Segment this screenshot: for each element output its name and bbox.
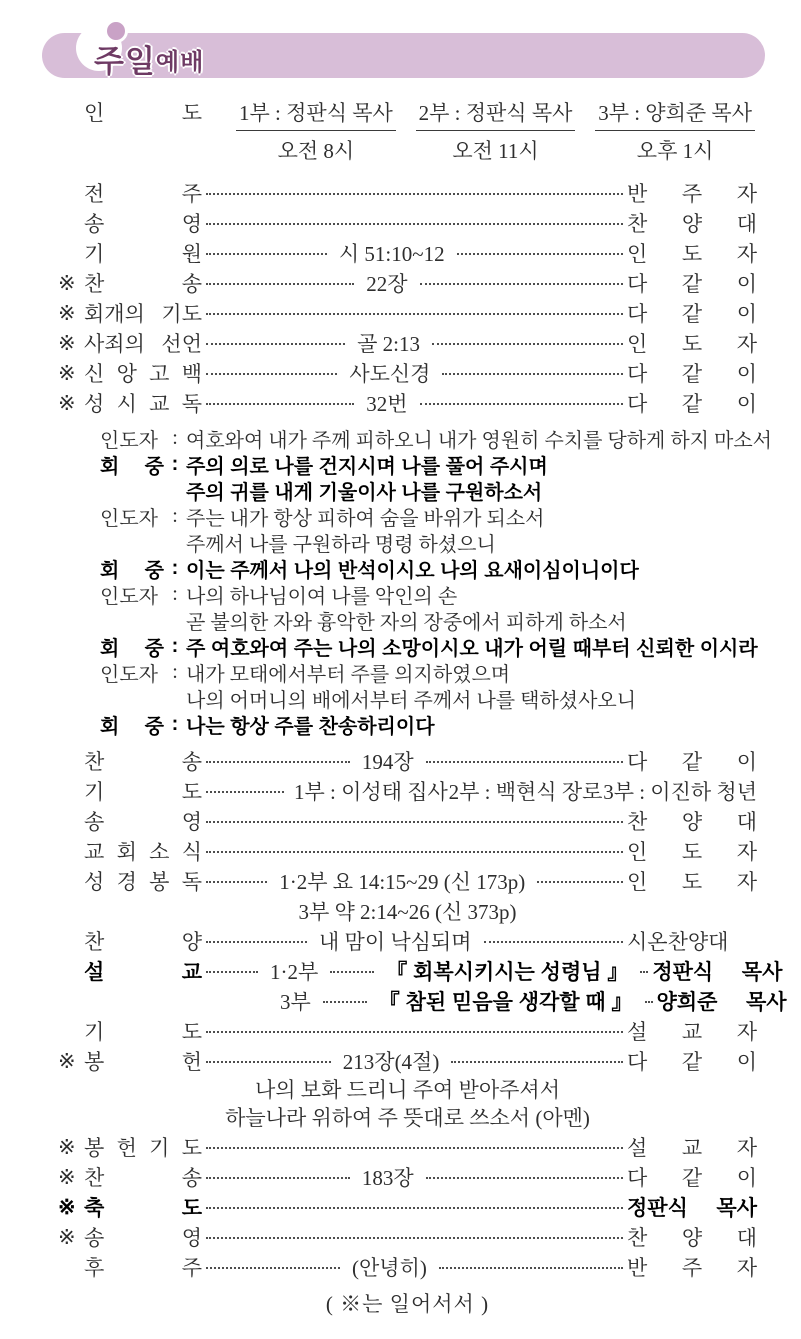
dotted-leader (202, 866, 271, 896)
dotted-leader (641, 986, 657, 1016)
prayer-leader-2: 2부 : 백현식 장로 (448, 780, 603, 804)
reading-text: 나의 하나님이여 나를 악인의 손 (186, 585, 458, 608)
dotted-leader (533, 866, 627, 896)
order-label: 신 앙 고 백 (84, 362, 202, 386)
prayer-leader-1: 1부 : 이성태 집사 (294, 780, 448, 804)
order-label: 성 시 교 독 (84, 392, 202, 416)
order-label: 후 주 (84, 1256, 202, 1280)
order-row-announcements (58, 836, 757, 866)
standing-mark: ※ (58, 270, 76, 295)
order-detail: 32번 (366, 392, 408, 416)
order-performer: 다 같 이 (627, 362, 757, 386)
order-label: 송 영 (84, 810, 202, 834)
dotted-leader (202, 238, 331, 268)
dotted-leader (202, 1252, 344, 1282)
reading-text: 주는 내가 항상 피하여 숨을 바위가 되소서 (186, 507, 545, 530)
order-performer: 반 주 자 (627, 1256, 757, 1280)
reading-line (100, 425, 772, 452)
order-detail: 183장 (361, 1166, 414, 1190)
reading-line (100, 685, 757, 711)
order-detail: 사도신경 (349, 362, 431, 386)
sermon-title-2: 『 참된 믿음을 생각할 때 』 (378, 991, 633, 1014)
reading-colon: : (171, 452, 179, 475)
order-row-hymn3 (58, 1162, 757, 1192)
reading-line (100, 581, 757, 607)
order-row-sermon-1 (58, 956, 783, 986)
reading-speaker: 회 중 (100, 715, 164, 738)
dotted-leader (422, 1162, 627, 1192)
reading-line (100, 633, 757, 659)
reading-speaker: 회 중 (100, 637, 164, 660)
anthem-title: 내 맘이 낙심되며 (319, 930, 472, 954)
service-3-leader: 3부 : 양희준 목사 (595, 97, 755, 131)
reading-line (100, 477, 757, 503)
order-row-offering-prayer (58, 1132, 757, 1162)
order-label: 찬 송 (84, 1166, 202, 1190)
dotted-leader (422, 746, 627, 776)
sermon-part-2: 3부 (280, 990, 311, 1014)
order-performer: 다 같 이 (627, 392, 757, 416)
reading-line (100, 451, 757, 477)
service-2-time: 오전 11시 (452, 139, 539, 163)
reading-line (100, 711, 757, 737)
order-row-prayer (58, 776, 757, 806)
standing-mark: ※ (58, 360, 76, 385)
order-row-hymn (58, 268, 757, 298)
reading-text: 내가 모태에서부터 주를 의지하였으며 (186, 663, 511, 686)
dotted-leader (202, 178, 627, 208)
dotted-leader (202, 956, 262, 986)
reading-colon: : (172, 426, 178, 449)
order-row-scripture (58, 866, 757, 896)
dotted-leader (202, 358, 341, 388)
sermon-preacher-2: 양희준 목사 (656, 991, 787, 1014)
reading-line (100, 503, 757, 529)
order-performer: 인 도 자 (627, 332, 757, 356)
dotted-leader (202, 806, 627, 836)
reading-colon: : (172, 504, 178, 527)
standing-mark: ※ (58, 300, 76, 325)
order-row-invocation (58, 238, 757, 268)
prayer-leader-3: 3부 : 이진하 청년 (603, 780, 757, 804)
service-1-leader: 1부 : 정판식 목사 (236, 97, 396, 131)
reading-speaker: 인도자 (100, 585, 158, 608)
offering-hymn-line-1: 나의 보화 드리니 주여 받아주셔서 (254, 1078, 560, 1102)
dotted-leader (202, 1192, 627, 1222)
order-row-responsive-reading (58, 388, 757, 418)
dotted-leader (480, 926, 627, 956)
order-performer: 설 교 자 (627, 1020, 757, 1044)
reading-line (100, 659, 757, 685)
order-performer: 시온찬양대 (627, 930, 729, 954)
order-row-scripture-cont (58, 896, 757, 926)
order-performer: 정판식 목사 (627, 1197, 757, 1220)
dotted-leader (453, 238, 627, 268)
order-label: 봉 헌 기 도 (84, 1136, 202, 1160)
standing-mark: ※ (58, 330, 76, 355)
order-label: 회개의 기도 (84, 302, 202, 326)
order-row-offering (58, 1046, 757, 1076)
order-performer: 설 교 자 (627, 1136, 757, 1160)
sermon-title-1: 『 회복시키시는 성령님 』 (386, 961, 629, 984)
order-row-repentance-prayer (58, 298, 757, 328)
order-label: 기 도 (84, 780, 202, 804)
reading-text: 나는 항상 주를 찬송하리이다 (186, 715, 435, 738)
reading-colon: : (171, 634, 179, 657)
page-title (94, 36, 204, 81)
page-title-sub: 예배 (155, 49, 205, 76)
order-performer: 인 도 자 (627, 840, 757, 864)
service-2-leader: 2부 : 정판식 목사 (416, 97, 576, 131)
order-label: 축 도 (84, 1197, 202, 1220)
order-label: 찬 송 (84, 750, 202, 774)
standing-mark: ※ (58, 1048, 76, 1073)
order-performer: 인 도 자 (627, 870, 757, 894)
reading-speaker: 인도자 (100, 429, 158, 452)
reading-colon: : (172, 660, 178, 683)
dotted-leader (326, 956, 378, 986)
order-row-prayer2 (58, 1016, 757, 1046)
reading-colon: : (171, 712, 179, 735)
reading-colon: : (172, 582, 178, 605)
dotted-leader (202, 776, 288, 806)
order-detail: 213장(4절) (342, 1050, 440, 1074)
order-detail: 시 51:10~12 (338, 242, 445, 266)
reading-speaker: 인도자 (100, 663, 158, 686)
scripture-reference-2: 3부 약 2:14~26 (신 373p) (298, 900, 517, 924)
order-performer: 다 같 이 (627, 750, 757, 774)
dotted-leader (636, 956, 652, 986)
reading-text: 주의 귀를 내게 기울이사 나를 구원하소서 (186, 481, 543, 504)
order-label: 찬 양 (84, 930, 202, 954)
order-row-prelude (58, 178, 757, 208)
order-row-sermon-2 (58, 986, 787, 1016)
reading-speaker: 인도자 (100, 507, 158, 530)
order-detail: 골 2:13 (357, 332, 420, 356)
dotted-leader (202, 1162, 354, 1192)
dotted-leader (202, 1046, 335, 1076)
mark-spacer (58, 97, 84, 165)
leaders-label: 인 도 (84, 101, 202, 125)
standing-mark: ※ (58, 1195, 76, 1219)
dotted-leader (202, 388, 358, 418)
dotted-leader (202, 1222, 627, 1252)
order-performer: 다 같 이 (627, 272, 757, 296)
order-row-benediction (58, 1192, 757, 1222)
order-performer: 다 같 이 (627, 1166, 757, 1190)
order-row-absolution (58, 328, 757, 358)
dotted-leader (438, 358, 627, 388)
dotted-leader (447, 1046, 627, 1076)
order-performer: 찬 양 대 (627, 1226, 757, 1250)
order-label: 교 회 소 식 (84, 840, 202, 864)
sermon-preacher-1: 정판식 목사 (652, 961, 783, 984)
page-title-main: 주일 (94, 44, 156, 79)
reading-speaker: 회 중 (100, 559, 164, 582)
reading-speaker: 회 중 (100, 455, 164, 478)
order-row-doxology3 (58, 1222, 757, 1252)
prayer-leaders (288, 776, 757, 806)
order-row-anthem (58, 926, 757, 956)
service-3 (595, 97, 755, 165)
service-1 (236, 97, 396, 165)
order-label: 송 영 (84, 1226, 202, 1250)
dotted-leader (202, 328, 349, 358)
dotted-leader (416, 268, 627, 298)
order-performer: 인 도 자 (627, 242, 757, 266)
reading-text: 주께서 나를 구원하라 명령 하셨으니 (186, 533, 496, 556)
header-banner (42, 33, 765, 78)
order-detail: (안녕히) (352, 1256, 427, 1280)
order-row-doxology (58, 208, 757, 238)
scripture-reference: 1·2부 요 14:15~29 (신 173p) (279, 870, 526, 894)
order-label: 전 주 (84, 182, 202, 206)
order-performer: 찬 양 대 (627, 810, 757, 834)
dotted-leader (319, 986, 371, 1016)
reading-text: 곧 불의한 자와 흉악한 자의 장중에서 피하게 하소서 (186, 611, 627, 634)
dotted-leader (202, 926, 311, 956)
order-row-creed (58, 358, 757, 388)
order-label: 기 도 (84, 1020, 202, 1044)
order-detail: 194장 (361, 750, 414, 774)
order-label: 기 원 (84, 242, 202, 266)
reading-line (100, 529, 757, 555)
standing-mark: ※ (58, 1224, 76, 1249)
reading-text: 주 여호와여 주는 나의 소망이시오 내가 어릴 때부터 신뢰한 이시라 (186, 637, 758, 660)
standing-mark: ※ (58, 1134, 76, 1159)
dotted-leader (435, 1252, 627, 1282)
order-performer: 찬 양 대 (627, 212, 757, 236)
offering-hymn-line-2: 하늘나라 위하여 주 뜻대로 쓰소서 (아멘) (225, 1106, 590, 1130)
order-performer: 다 같 이 (627, 302, 757, 326)
service-columns (202, 97, 757, 165)
dotted-leader (428, 328, 627, 358)
reading-text: 나의 어머니의 배에서부터 주께서 나를 택하셨사오니 (186, 689, 637, 712)
order-label: 송 영 (84, 212, 202, 236)
reading-line (100, 607, 757, 633)
order-detail: 22장 (366, 272, 408, 296)
reading-text: 이는 주께서 나의 반석이시오 나의 요새이심이니이다 (186, 559, 639, 582)
standing-mark: ※ (58, 1164, 76, 1189)
dotted-leader (202, 208, 627, 238)
order-row-hymn2 (58, 746, 757, 776)
sermon-part-1: 1·2부 (270, 960, 319, 984)
dotted-leader (202, 746, 354, 776)
order-label: 성 경 봉 독 (84, 870, 202, 894)
dotted-leader (202, 298, 627, 328)
order-label: 설 교 (84, 961, 202, 984)
dotted-leader (416, 388, 627, 418)
order-performer: 다 같 이 (627, 1050, 757, 1074)
service-3-time: 오후 1시 (636, 139, 714, 163)
service-1-time: 오전 8시 (277, 139, 355, 163)
dotted-leader (202, 1132, 627, 1162)
standing-mark: ※ (58, 390, 76, 415)
dotted-leader (202, 1016, 627, 1046)
standing-footnote: ( ※는 일어서서 ) (325, 1292, 490, 1316)
reading-text: 주의 의로 나를 건지시며 나를 풀어 주시며 (186, 455, 548, 478)
order-label: 찬 송 (84, 272, 202, 296)
service-2 (416, 97, 576, 165)
reading-text: 여호와여 내가 주께 피하오니 내가 영원히 수치를 당하게 하지 마소서 (186, 429, 772, 452)
order-label: 봉 헌 (84, 1050, 202, 1074)
dotted-leader (202, 268, 358, 298)
order-row-doxology2 (58, 806, 757, 836)
dotted-leader (202, 836, 627, 866)
order-performer: 반 주 자 (627, 182, 757, 206)
responsive-reading-section (100, 425, 772, 738)
order-label: 사죄의 선언 (84, 332, 202, 356)
order-row-postlude (58, 1252, 757, 1282)
service-leaders-row (58, 97, 757, 165)
reading-colon: : (171, 556, 179, 579)
reading-line (100, 555, 757, 581)
